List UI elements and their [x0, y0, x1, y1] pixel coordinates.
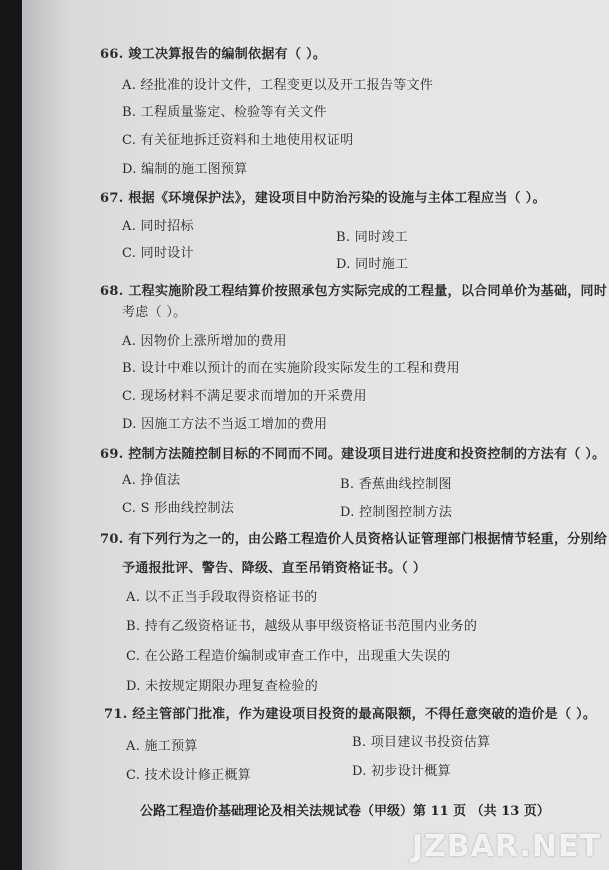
question-70-stem-line2: 予通报批评、警告、降级、直至吊销资格证书。（ ）: [122, 561, 427, 576]
question-66-option-d: D. 编制的施工图预算: [122, 162, 248, 177]
question-70-stem-line1: 70. 有下列行为之一的，由公路工程造价人员资格认证管理部门根据情节轻重，分别给: [100, 532, 608, 547]
question-69-option-b: B. 香蕉曲线控制图: [340, 477, 452, 492]
question-70-option-d: D. 未按规定期限办理复查检验的: [126, 679, 319, 694]
question-71-option-b: B. 项目建议书投资估算: [352, 735, 491, 750]
question-68-option-a: A. 因物价上涨所增加的费用: [122, 334, 287, 349]
question-67-option-b: B. 同时竣工: [336, 230, 408, 245]
question-66-option-c: C. 有关征地拆迁资料和土地使用权证明: [122, 133, 354, 148]
question-68-stem-line1: 68. 工程实施阶段工程结算价按照承包方实际完成的工程量，以合同单价为基础，同时: [100, 284, 608, 299]
question-71-option-a: A. 施工预算: [126, 739, 198, 754]
question-70-option-b: B. 持有乙级资格证书，越级从事甲级资格证书范围内业务的: [126, 619, 478, 634]
question-66-stem: 66. 竣工决算报告的编制依据有（ ）。: [100, 47, 327, 62]
question-70-option-c: C. 在公路工程造价编制或审查工作中，出现重大失误的: [126, 649, 451, 664]
question-68-option-d: D. 因施工方法不当返工增加的费用: [122, 417, 328, 432]
question-67-option-d: D. 同时施工: [336, 257, 409, 272]
question-71-option-c: C. 技术设计修正概算: [126, 768, 252, 783]
question-69-option-a: A. 挣值法: [122, 473, 181, 488]
question-68-option-c: C. 现场材料不满足要求而增加的开采费用: [122, 389, 367, 404]
question-67-stem: 67. 根据《环境保护法》，建设项目中防治污染的设施与主体工程应当（ ）。: [100, 191, 546, 206]
question-70-option-a: A. 以不正当手段取得资格证书的: [126, 590, 318, 605]
question-69-stem: 69. 控制方法随控制目标的不同而不同。建设项目进行进度和投资控制的方法有（ ）。: [100, 447, 606, 462]
question-66-option-a: A. 经批准的设计文件，工程变更以及开工报告等文件: [122, 78, 434, 93]
question-71-stem: 71. 经主管部门批准，作为建设项目投资的最高限额，不得任意突破的造价是（ ）。: [104, 707, 597, 722]
question-71-option-d: D. 初步设计概算: [352, 764, 451, 779]
question-67-option-a: A. 同时招标: [122, 219, 194, 234]
question-69-option-d: D. 控制图控制方法: [340, 505, 453, 520]
question-66-option-b: B. 工程质量鉴定、检验等有关文件: [122, 105, 327, 120]
question-67-option-c: C. 同时设计: [122, 246, 194, 261]
question-69-option-c: C. S 形曲线控制法: [122, 501, 235, 516]
page-footer: 公路工程造价基础理论及相关法规试卷（甲级）第 11 页 （共 13 页）: [140, 804, 550, 819]
watermark-logo: JZBAR.NET: [411, 829, 601, 864]
question-68-option-b: B. 设计中难以预计的而在实施阶段实际发生的工程和费用: [122, 361, 460, 376]
question-68-stem-line2: 考虑（ ）。: [122, 305, 187, 320]
